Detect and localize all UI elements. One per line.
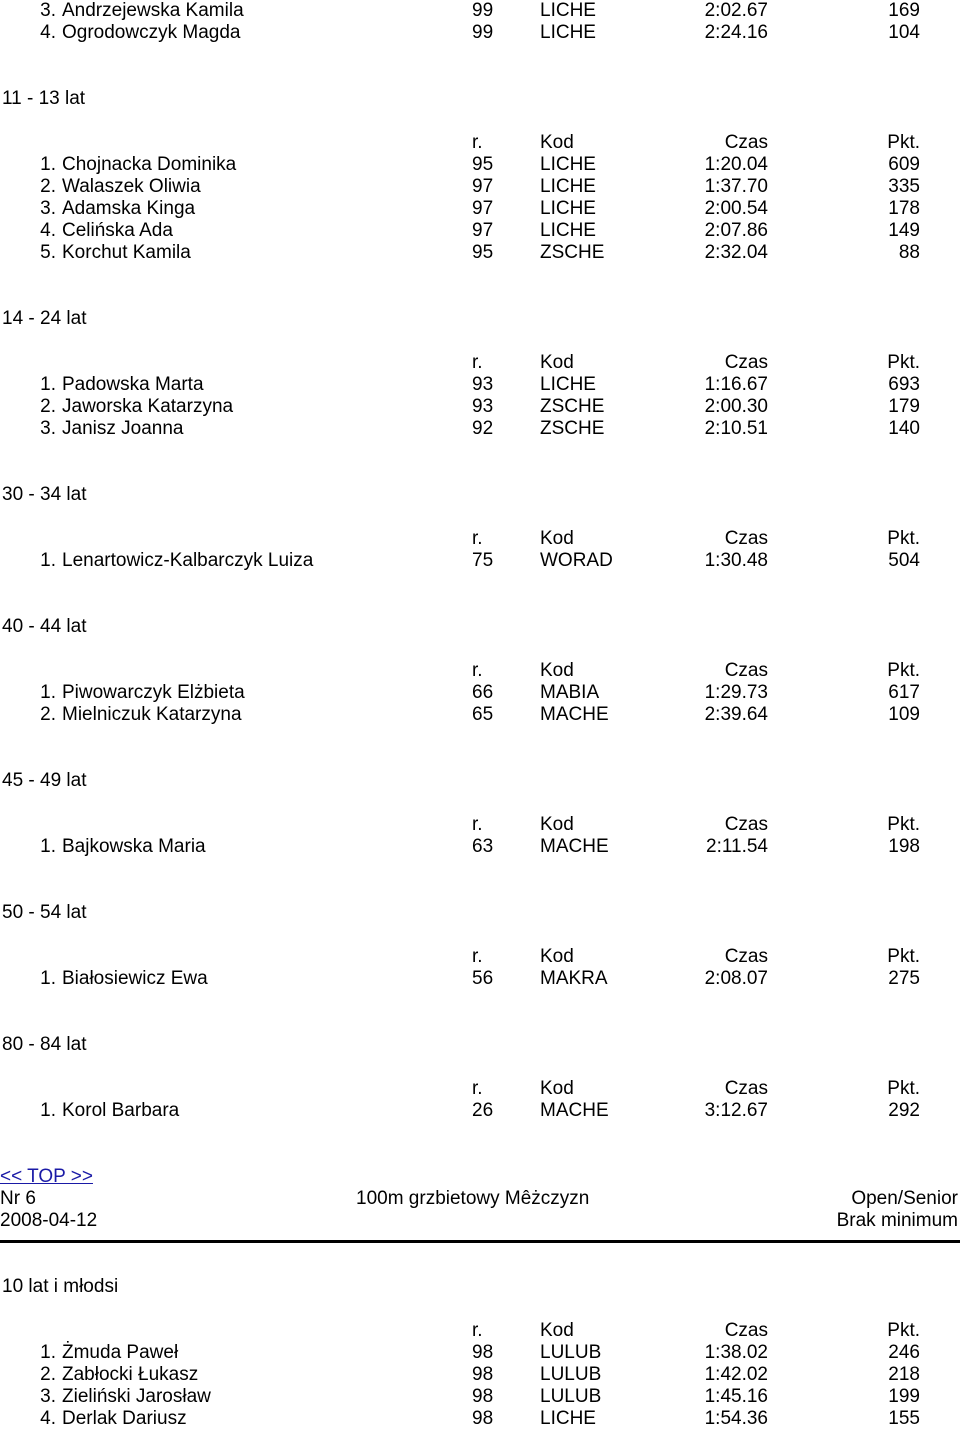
birth-year: 65 bbox=[472, 704, 494, 725]
age-group-label: 45 - 49 lat bbox=[2, 770, 87, 791]
result-time: 2:00.54 bbox=[704, 198, 768, 219]
header-time: Czas bbox=[724, 352, 768, 373]
competitor-name: Janisz Joanna bbox=[62, 418, 184, 439]
header-year: r. bbox=[472, 1320, 483, 1341]
birth-year: 98 bbox=[472, 1408, 494, 1429]
club-code: MABIA bbox=[540, 682, 600, 703]
table-row bbox=[0, 704, 960, 726]
place: 2. bbox=[40, 396, 56, 417]
column-header-row bbox=[0, 132, 960, 154]
club-code: MAKRA bbox=[540, 968, 608, 989]
column-header-row bbox=[0, 352, 960, 374]
points: 109 bbox=[888, 704, 920, 725]
place: 1. bbox=[40, 374, 56, 395]
table-row bbox=[0, 1408, 960, 1430]
points: 149 bbox=[888, 220, 920, 241]
header-code: Kod bbox=[540, 352, 574, 373]
points: 199 bbox=[888, 1386, 920, 1407]
club-code: LULUB bbox=[540, 1342, 602, 1363]
competitor-name: Ogrodowczyk Magda bbox=[62, 22, 241, 43]
competitor-name: Zabłocki Łukasz bbox=[62, 1364, 199, 1385]
club-code: MACHE bbox=[540, 836, 609, 857]
table-row bbox=[0, 242, 960, 264]
age-group-label: 30 - 34 lat bbox=[2, 484, 87, 505]
competitor-name: Lenartowicz-Kalbarczyk Luiza bbox=[62, 550, 314, 571]
header-time: Czas bbox=[724, 132, 768, 153]
place: 1. bbox=[40, 1100, 56, 1121]
header-code: Kod bbox=[540, 946, 574, 967]
result-time: 1:29.73 bbox=[704, 682, 768, 703]
birth-year: 95 bbox=[472, 154, 494, 175]
competitor-cell bbox=[0, 1342, 178, 1364]
points: 275 bbox=[888, 968, 920, 989]
points: 88 bbox=[898, 242, 920, 263]
result-time: 1:45.16 bbox=[704, 1386, 768, 1407]
competitor-cell bbox=[0, 374, 204, 396]
points: 169 bbox=[888, 0, 920, 21]
points: 218 bbox=[888, 1364, 920, 1385]
age-group-label: 10 lat i młodsi bbox=[2, 1276, 119, 1297]
result-time: 1:37.70 bbox=[704, 176, 768, 197]
header-year: r. bbox=[472, 814, 483, 835]
header-code: Kod bbox=[540, 660, 574, 681]
birth-year: 99 bbox=[472, 0, 494, 21]
result-time: 2:00.30 bbox=[704, 396, 768, 417]
club-code: LICHE bbox=[540, 176, 596, 197]
header-time: Czas bbox=[724, 660, 768, 681]
header-year: r. bbox=[472, 1078, 483, 1099]
competitor-name: Piwowarczyk Elżbieta bbox=[62, 682, 245, 703]
competitor-cell bbox=[0, 198, 195, 220]
place: 3. bbox=[40, 0, 56, 21]
birth-year: 75 bbox=[472, 550, 494, 571]
age-group-label: 40 - 44 lat bbox=[2, 616, 87, 637]
result-time: 2:24.16 bbox=[704, 22, 768, 43]
result-time: 1:20.04 bbox=[704, 154, 768, 175]
table-row bbox=[0, 396, 960, 418]
club-code: LICHE bbox=[540, 1408, 596, 1429]
table-row bbox=[0, 836, 960, 858]
competitor-cell bbox=[0, 704, 242, 726]
result-time: 1:38.02 bbox=[704, 1342, 768, 1363]
place: 4. bbox=[40, 220, 56, 241]
competitor-cell bbox=[0, 1386, 211, 1408]
competitor-name: Zieliński Jarosław bbox=[62, 1386, 211, 1407]
header-points: Pkt. bbox=[887, 352, 920, 373]
birth-year: 92 bbox=[472, 418, 494, 439]
points: 617 bbox=[888, 682, 920, 703]
club-code: LICHE bbox=[540, 374, 596, 395]
result-time: 1:16.67 bbox=[704, 374, 768, 395]
competitor-cell bbox=[0, 550, 313, 572]
competitor-cell bbox=[0, 418, 183, 440]
header-points: Pkt. bbox=[887, 132, 920, 153]
place: 1. bbox=[40, 550, 56, 571]
points: 292 bbox=[888, 1100, 920, 1121]
column-header-row bbox=[0, 660, 960, 682]
points: 104 bbox=[888, 22, 920, 43]
competitor-name: Derlak Dariusz bbox=[62, 1408, 187, 1429]
birth-year: 98 bbox=[472, 1364, 494, 1385]
club-code: LICHE bbox=[540, 220, 596, 241]
table-row bbox=[0, 1100, 960, 1122]
table-row bbox=[0, 176, 960, 198]
header-year: r. bbox=[472, 352, 483, 373]
competitor-cell bbox=[0, 220, 173, 242]
place: 5. bbox=[40, 242, 56, 263]
points: 609 bbox=[888, 154, 920, 175]
place: 1. bbox=[40, 968, 56, 989]
competitor-cell bbox=[0, 396, 233, 418]
birth-year: 97 bbox=[472, 198, 494, 219]
competitor-cell bbox=[0, 1100, 179, 1122]
table-row bbox=[0, 1386, 960, 1408]
birth-year: 93 bbox=[472, 396, 494, 417]
birth-year: 99 bbox=[472, 22, 494, 43]
header-points: Pkt. bbox=[887, 814, 920, 835]
points: 246 bbox=[888, 1342, 920, 1363]
table-row bbox=[0, 1342, 960, 1364]
competitor-cell bbox=[0, 154, 236, 176]
header-year: r. bbox=[472, 528, 483, 549]
birth-year: 98 bbox=[472, 1342, 494, 1363]
place: 4. bbox=[40, 1408, 56, 1429]
header-code: Kod bbox=[540, 1320, 574, 1341]
table-row bbox=[0, 154, 960, 176]
place: 4. bbox=[40, 22, 56, 43]
result-time: 1:42.02 bbox=[704, 1364, 768, 1385]
header-points: Pkt. bbox=[887, 528, 920, 549]
competitor-name: Andrzejewska Kamila bbox=[62, 0, 244, 21]
competitor-name: Korol Barbara bbox=[62, 1100, 180, 1121]
club-code: MACHE bbox=[540, 1100, 609, 1121]
header-time: Czas bbox=[724, 946, 768, 967]
competitor-cell bbox=[0, 836, 206, 858]
place: 2. bbox=[40, 704, 56, 725]
club-code: LULUB bbox=[540, 1386, 602, 1407]
column-header-row bbox=[0, 946, 960, 968]
club-code: ZSCHE bbox=[540, 242, 605, 263]
competitor-name: Białosiewicz Ewa bbox=[62, 968, 208, 989]
result-time: 2:02.67 bbox=[704, 0, 768, 21]
place: 3. bbox=[40, 1386, 56, 1407]
birth-year: 97 bbox=[472, 220, 494, 241]
competitor-name: Korchut Kamila bbox=[62, 242, 191, 263]
result-time: 1:30.48 bbox=[704, 550, 768, 571]
result-time: 2:11.54 bbox=[706, 836, 768, 857]
club-code: ZSCHE bbox=[540, 396, 605, 417]
header-year: r. bbox=[472, 660, 483, 681]
event-number: Nr 6 bbox=[0, 1188, 36, 1209]
points: 504 bbox=[888, 550, 920, 571]
table-row bbox=[0, 550, 960, 572]
table-row bbox=[0, 968, 960, 990]
header-time: Czas bbox=[724, 1320, 768, 1341]
place: 1. bbox=[40, 836, 56, 857]
header-code: Kod bbox=[540, 1078, 574, 1099]
competitor-name: Padowska Marta bbox=[62, 374, 204, 395]
header-year: r. bbox=[472, 946, 483, 967]
place: 1. bbox=[40, 682, 56, 703]
table-row bbox=[0, 1364, 960, 1386]
place: 2. bbox=[40, 1364, 56, 1385]
header-points: Pkt. bbox=[887, 1078, 920, 1099]
birth-year: 56 bbox=[472, 968, 494, 989]
club-code: MACHE bbox=[540, 704, 609, 725]
header-points: Pkt. bbox=[887, 1320, 920, 1341]
competitor-name: Żmuda Paweł bbox=[62, 1342, 179, 1363]
event-title: 100m grzbietowy Mêżczyzn bbox=[356, 1188, 590, 1209]
competitor-cell bbox=[0, 1408, 187, 1430]
points: 198 bbox=[888, 836, 920, 857]
result-time: 2:07.86 bbox=[704, 220, 768, 241]
competitor-name: Bajkowska Maria bbox=[62, 836, 206, 857]
table-row bbox=[0, 374, 960, 396]
place: 2. bbox=[40, 176, 56, 197]
event-divider bbox=[0, 1240, 960, 1243]
table-row bbox=[0, 220, 960, 242]
competitor-cell bbox=[0, 22, 240, 44]
points: 155 bbox=[888, 1408, 920, 1429]
age-group-label: 80 - 84 lat bbox=[2, 1034, 87, 1055]
competitor-name: Chojnacka Dominika bbox=[62, 154, 237, 175]
place: 1. bbox=[40, 1342, 56, 1363]
competitor-name: Walaszek Oliwia bbox=[62, 176, 201, 197]
column-header-row bbox=[0, 1078, 960, 1100]
birth-year: 93 bbox=[472, 374, 494, 395]
points: 335 bbox=[888, 176, 920, 197]
header-code: Kod bbox=[540, 528, 574, 549]
result-time: 2:10.51 bbox=[704, 418, 768, 439]
age-group-label: 50 - 54 lat bbox=[2, 902, 87, 923]
competitor-cell bbox=[0, 1364, 198, 1386]
result-time: 2:39.64 bbox=[704, 704, 768, 725]
header-time: Czas bbox=[724, 814, 768, 835]
result-time: 1:54.36 bbox=[704, 1408, 768, 1429]
club-code: LICHE bbox=[540, 198, 596, 219]
club-code: LICHE bbox=[540, 22, 596, 43]
place: 3. bbox=[40, 198, 56, 219]
header-code: Kod bbox=[540, 814, 574, 835]
club-code: ZSCHE bbox=[540, 418, 605, 439]
table-row bbox=[0, 418, 960, 440]
table-row bbox=[0, 198, 960, 220]
competitor-name: Celińska Ada bbox=[62, 220, 173, 241]
points: 179 bbox=[888, 396, 920, 417]
header-time: Czas bbox=[724, 528, 768, 549]
club-code: LICHE bbox=[540, 0, 596, 21]
competitor-cell bbox=[0, 682, 245, 704]
competitor-cell bbox=[0, 968, 208, 990]
place: 3. bbox=[40, 418, 56, 439]
competitor-name: Adamska Kinga bbox=[62, 198, 196, 219]
birth-year: 26 bbox=[472, 1100, 494, 1121]
result-time: 2:32.04 bbox=[704, 242, 768, 263]
competitor-cell bbox=[0, 242, 191, 264]
result-time: 2:08.07 bbox=[704, 968, 768, 989]
birth-year: 97 bbox=[472, 176, 494, 197]
club-code: LICHE bbox=[540, 154, 596, 175]
event-minimum: Brak minimum bbox=[836, 1210, 958, 1231]
points: 140 bbox=[888, 418, 920, 439]
column-header-row bbox=[0, 814, 960, 836]
club-code: LULUB bbox=[540, 1364, 602, 1385]
header-code: Kod bbox=[540, 132, 574, 153]
age-group-label: 11 - 13 lat bbox=[2, 88, 86, 109]
event-date: 2008-04-12 bbox=[0, 1210, 98, 1231]
result-time: 3:12.67 bbox=[704, 1100, 768, 1121]
place: 1. bbox=[40, 154, 56, 175]
header-points: Pkt. bbox=[887, 660, 920, 681]
points: 178 bbox=[888, 198, 920, 219]
club-code: WORAD bbox=[540, 550, 613, 571]
birth-year: 63 bbox=[472, 836, 494, 857]
birth-year: 98 bbox=[472, 1386, 494, 1407]
table-row bbox=[0, 0, 960, 22]
header-points: Pkt. bbox=[887, 946, 920, 967]
header-time: Czas bbox=[724, 1078, 768, 1099]
birth-year: 66 bbox=[472, 682, 494, 703]
event-category: Open/Senior bbox=[851, 1188, 958, 1209]
age-group-label: 14 - 24 lat bbox=[2, 308, 87, 329]
column-header-row bbox=[0, 528, 960, 550]
table-row bbox=[0, 22, 960, 44]
birth-year: 95 bbox=[472, 242, 494, 263]
column-header-row bbox=[0, 1320, 960, 1342]
competitor-cell bbox=[0, 0, 244, 22]
competitor-cell bbox=[0, 176, 201, 198]
competitor-name: Jaworska Katarzyna bbox=[62, 396, 234, 417]
competitor-name: Mielniczuk Katarzyna bbox=[62, 704, 242, 725]
table-row bbox=[0, 682, 960, 704]
top-link[interactable]: << TOP >> bbox=[0, 1166, 93, 1187]
header-year: r. bbox=[472, 132, 483, 153]
points: 693 bbox=[888, 374, 920, 395]
